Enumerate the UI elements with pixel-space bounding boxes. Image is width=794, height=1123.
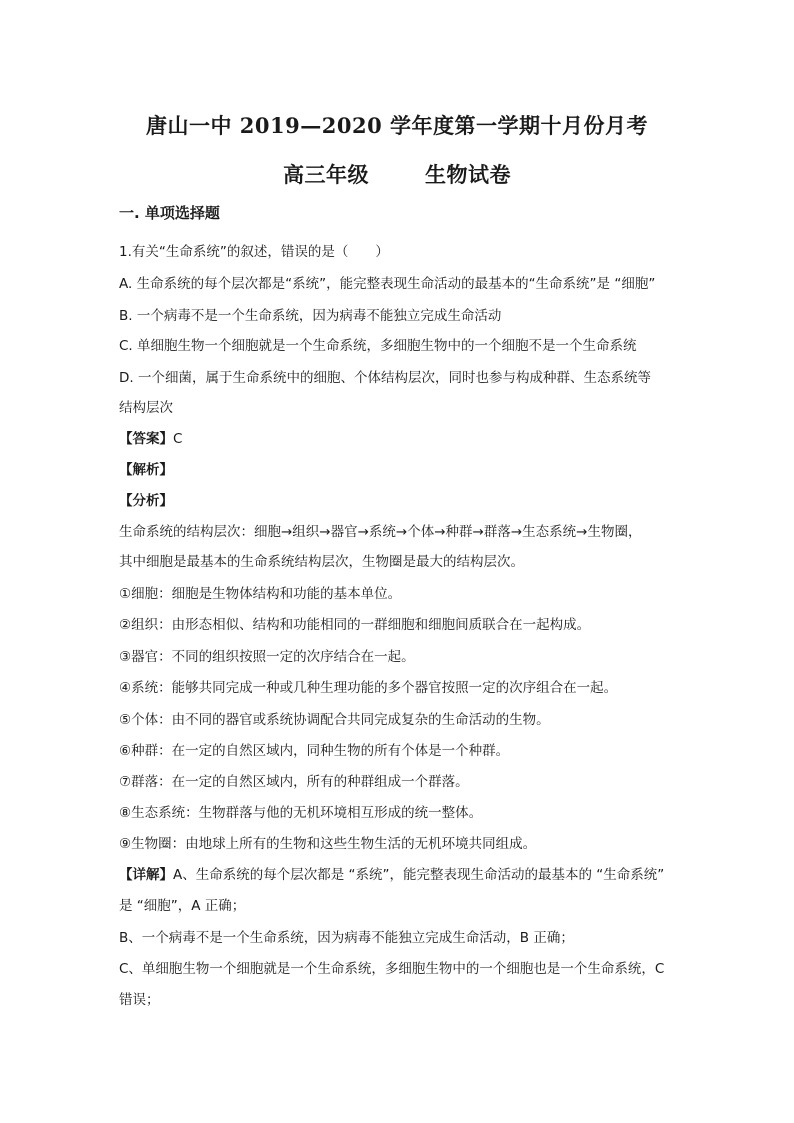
option-a: A. 生命系统的每个层次都是“系统”，能完整表现生命活动的最基本的“生命系统”是 “细胞” [119,276,656,292]
detail-label: 【详解】 [119,867,173,883]
document-title: 唐山一中 2019—2020 学年度第一学期十月份月考 [145,113,648,138]
analysis-line: ⑥种群：在一定的自然区域内，同种生物的所有个体是一个种群。 [119,743,510,759]
option-d-continued: 结构层次 [119,400,173,416]
analysis-line: 生命系统的结构层次：细胞→组织→器官→系统→个体→种群→群落→生态系统→生物圈， [119,524,642,540]
option-c: C. 单细胞生物一个细胞就是一个生命系统，多细胞生物中的一个细胞不是一个生命系统 [119,338,637,354]
answer-value: C [173,431,183,447]
detail-line: 是 “细胞”，A 正确； [119,898,246,914]
question-stem: 1.有关“生命系统”的叙述，错误的是（ ） [119,244,389,260]
detail-line: B、一个病毒不是一个生命系统，因为病毒不能独立完成生命活动，B 正确； [119,930,574,946]
subject-label: 生物试卷 [425,162,511,187]
option-d: D. 一个细菌，属于生命系统中的细胞、个体结构层次，同时也参与构成种群、生态系统等 [119,370,651,386]
section-heading: 一. 单项选择题 [119,204,220,222]
answer-label: 【答案】 [119,431,173,447]
analysis-line: ⑧生态系统：生物群落与他的无机环境相互形成的统一整体。 [119,805,483,821]
grade-label: 高三年级 [283,162,369,187]
analysis-line: ⑦群落：在一定的自然区域内，所有的种群组成一个群落。 [119,774,469,790]
analysis-subheading: 【分析】 [119,493,173,509]
document-subtitle [0,159,794,189]
analysis-line: 其中细胞是最基本的生命系统结构层次，生物圈是最大的结构层次。 [119,554,524,570]
option-b: B. 一个病毒不是一个生命系统，因为病毒不能独立完成生命活动 [119,308,502,324]
answer-line [119,429,679,449]
detail-line [119,865,679,885]
analysis-line: ⑨生物圈：由地球上所有的生物和这些生物生活的无机环境共同组成。 [119,836,537,852]
analysis-line: ⑤个体：由不同的器官或系统协调配合共同完成复杂的生命活动的生物。 [119,712,550,728]
analysis-line: ②组织：由形态相似、结构和功能相同的一群细胞和细胞间质联合在一起构成。 [119,617,591,633]
analysis-line: ①细胞：细胞是生物体结构和功能的基本单位。 [119,586,402,602]
analysis-heading: 【解析】 [119,462,173,478]
detail-line: C、单细胞生物一个细胞就是一个生命系统，多细胞生物中的一个细胞也是一个生命系统，C [119,961,665,977]
detail-text: A、生命系统的每个层次都是 “系统”，能完整表现生命活动的最基本的 “生命系统” [173,867,665,883]
analysis-line: ④系统：能够共同完成一种或几种生理功能的多个器官按照一定的次序组合在一起。 [119,680,618,696]
detail-line: 错误； [119,992,160,1008]
analysis-line: ③器官：不同的组织按照一定的次序结合在一起。 [119,649,415,665]
